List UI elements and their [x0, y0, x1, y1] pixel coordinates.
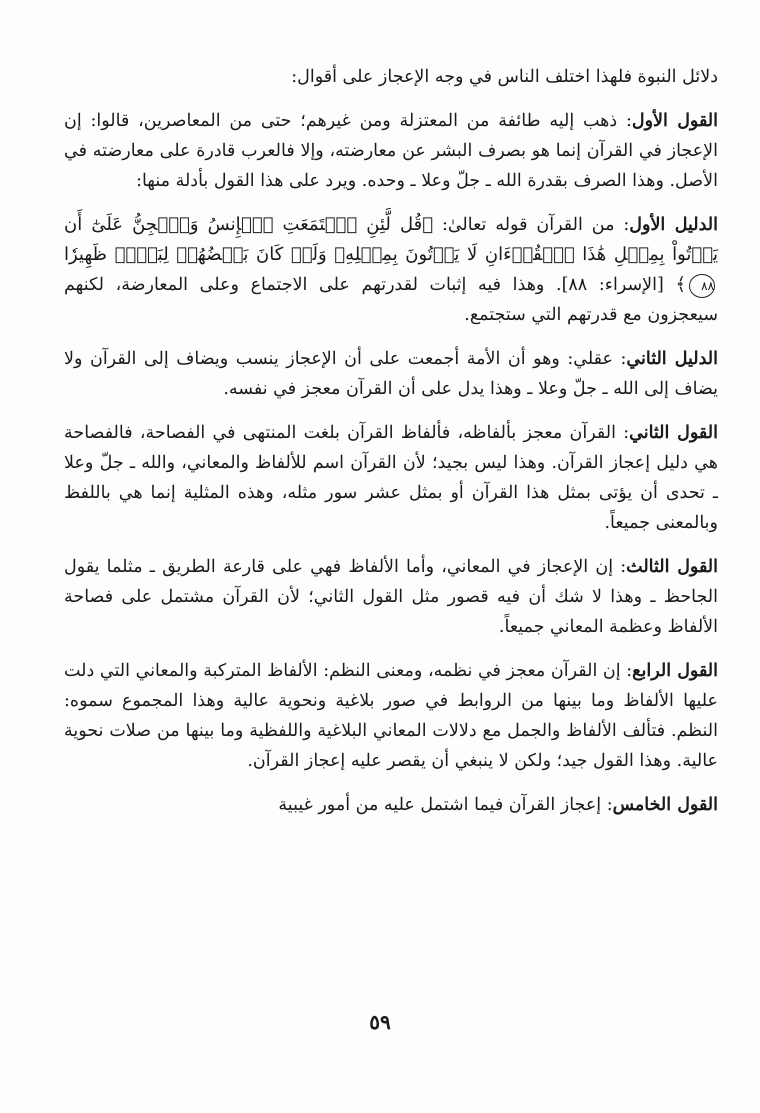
dalil-2-heading: الدليل الثاني	[626, 349, 718, 369]
qawl-3-text: : إن الإعجاز في المعاني، وأما الألفاظ فهي على قارعة الطريق ـ مثلما يقول الجاحظ ـ وهذا لا شك أن فيه قصور مثل القول الثاني؛ لأن القرآن مشتمل على فصاحة الألفاظ وعظمة المعاني جميعاً.	[64, 557, 718, 637]
qawl-2-text: : القرآن معجز بألفاظه، فألفاظ القرآن بلغت المنتهى في الفصاحة، فالفصاحة هي دليل إعجاز القرآن. وهذا ليس بجيد؛ لأن القرآن اسم للألفاظ والمعاني، والله ـ جلّ وعلا ـ تحدى أن يؤتى بمثل هذا القرآن أو بمثل عشر سور مثله، وهذه المثلية إنما هي باللفظ وبالمعنى جميعاً.	[64, 423, 718, 533]
dalil-1-text-before: : من القرآن قوله تعالىٰ:	[433, 215, 630, 235]
dalil-1-text-after: [الإسراء: ٨٨]. وهذا فيه إثبات لقدرتهم على الاجتماع وعلى المعارضة، لكنهم سيعجزون مع قدرتهم التي ستجتمع.	[64, 275, 718, 325]
dalil-2-paragraph	[64, 344, 718, 404]
quran-verse-close: ﴾	[675, 274, 687, 295]
dalil-1-heading: الدليل الأول	[629, 215, 718, 235]
qawl-5-text: : إعجاز القرآن فيما اشتمل عليه من أمور غيبية	[278, 795, 613, 815]
dalil-1-paragraph	[64, 210, 718, 330]
qawl-2-paragraph	[64, 418, 718, 538]
qawl-3-heading: القول الثالث	[626, 557, 719, 577]
dalil-2-text: : عقلي: وهو أن الأمة أجمعت على أن الإعجاز ينسب ويضاف إلى القرآن ولا يضاف إلى الله ـ جلّ وعلا ـ وهذا يدل على أن القرآن معجز في نفسه.	[64, 349, 718, 399]
page-number: ٥٩	[369, 1010, 391, 1034]
qawl-4-paragraph	[64, 656, 718, 776]
ayah-number-marker: ٨٨	[689, 274, 715, 298]
intro-paragraph	[64, 62, 718, 92]
qawl-1-paragraph	[64, 106, 718, 196]
qawl-3-paragraph	[64, 552, 718, 642]
qawl-5-heading: القول الخامس	[612, 795, 718, 815]
qawl-1-text: : ذهب إليه طائفة من المعتزلة ومن غيرهم؛ حتى من المعاصرين، قالوا: إن الإعجاز في القرآن إنما هو بصرف البشر عن معارضته، وإلا فالعرب قادرة على معارضته في الأصل. وهذا الصرف بقدرة الله ـ جلّ وعلا ـ وحده. ويرد على هذا القول بأدلة منها:	[64, 111, 718, 191]
qawl-4-heading: القول الرابع	[632, 661, 718, 681]
qawl-1-heading: القول الأول	[631, 111, 718, 131]
quran-verse: ﴿قُل لَّئِنِ ٱجۡتَمَعَتِ ٱلۡإِنسُ وَٱلۡجِنُّ عَلَىٰٓ أَن يَأۡتُواْ بِمِثۡلِ هَٰذَا ٱلۡقُرۡءَانِ لَا يَأۡتُونَ بِمِثۡلِهِۦ وَلَوۡ كَانَ بَعۡضُهُمۡ لِبَعۡضٖ ظَهِيرٗا	[64, 214, 718, 265]
intro-text: دلائل النبوة فلهذا اختلف الناس في وجه الإعجاز على أقوال:	[291, 67, 718, 87]
qawl-5-paragraph	[64, 790, 718, 820]
qawl-2-heading: القول الثاني	[629, 423, 718, 443]
qawl-4-text: : إن القرآن معجز في نظمه، ومعنى النظم: الألفاظ المتركبة والمعاني التي دلت عليها الألفاظ وما بينها من الروابط في صور بلاغية ونحوية عالية وهذا المجموع سموه: النظم. فتألف الألفاظ والجمل مع دلالات المعاني البلاغية واللفظية وما بينها من صلات نحوية عالية. وهذا القول جيد؛ ولكن لا ينبغي أن يقصر عليه إعجاز القرآن.	[64, 661, 718, 771]
page-body	[64, 62, 718, 834]
